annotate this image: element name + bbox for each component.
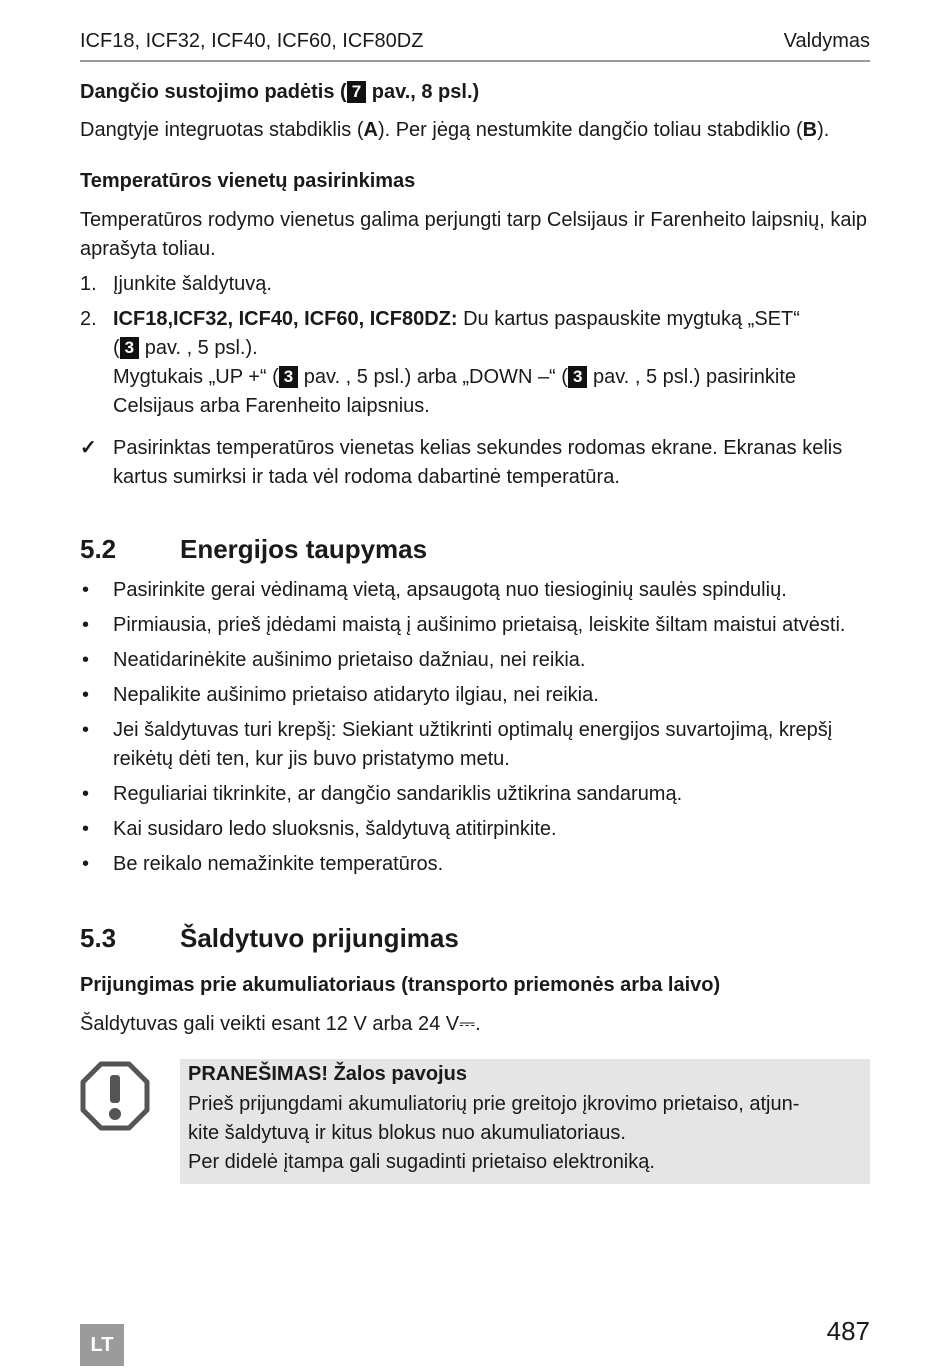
list-item	[80, 815, 870, 844]
bullet: •	[82, 649, 90, 671]
list-item	[80, 716, 870, 774]
notice-line: kite šaldytuvą ir kitus blokus nuo akumuliatoriaus.	[188, 1122, 626, 1144]
bullet: •	[82, 818, 90, 840]
result-item	[80, 434, 870, 492]
battery-connection-title: Prijungimas prie akumuliatoriaus (transporto priemonės arba laivo)	[80, 974, 721, 996]
page-number: 487	[826, 1316, 870, 1346]
step-text: Mygtukais „UP +“ ( 3 pav. , 5 psl.) arba „DOWN –“ ( 3 pav. , 5 psl.) pasirinkite Celsijaus arba Farenheito laipsnius.	[113, 366, 797, 417]
section-heading-5-3	[80, 923, 870, 959]
notice-line: Per didelė įtampa gali sugadinti prietaiso elektroniką.	[188, 1151, 655, 1173]
exclamation-octagon-icon	[80, 1061, 150, 1131]
lid-stop-text: Dangtyje integruotas stabdiklis (A). Per jėgą nestumkite dangčio toliau stabdiklio (B).	[80, 119, 830, 141]
notice-title: PRANEŠIMAS! Žalos pavojus	[188, 1063, 467, 1085]
list-item-text: Jei šaldytuvas turi krepšį: Siekiant užtikrinti optimalų energijos suvartojimą, krepšį reikėtų dėti ten, kur jis buvo pristatymo metu.	[113, 719, 833, 770]
section-title: Šaldytuvo prijungimas	[180, 923, 459, 953]
bullet: •	[82, 853, 90, 875]
result-text: Pasirinktas temperatūros vienetas kelias sekundes rodomas ekrane. Ekranas kelis kartus sumirksi ir tada vėl rodoma dabartinė temperatūra.	[113, 437, 843, 488]
temp-units-intro: Temperatūros rodymo vienetus galima perjungti tarp Celsijaus ir Farenheito laipsnių, kaip aprašyta toliau.	[80, 209, 868, 260]
page-content	[80, 78, 870, 1184]
step-number: 2.	[80, 308, 97, 330]
list-item	[80, 780, 870, 809]
list-item-text: Kai susidaro ledo sluoksnis, šaldytuvą atitirpinkite.	[113, 818, 557, 840]
figure-badge: 3	[568, 366, 587, 388]
list-item-text: Be reikalo nemažinkite temperatūros.	[113, 853, 444, 875]
header-section: Valdymas	[783, 30, 870, 52]
checkmark-icon: ✓	[80, 437, 97, 459]
figure-badge: 3	[120, 337, 139, 359]
temp-units-title: Temperatūros vienetų pasirinkimas	[80, 170, 416, 192]
list-item	[80, 681, 870, 710]
language-tab: LT	[80, 1324, 124, 1366]
bullet: •	[82, 719, 90, 741]
step-item	[80, 270, 870, 299]
notice-line: Prieš prijungdami akumuliatorių prie greitojo įkrovimo prietaiso, atjun-	[188, 1093, 800, 1115]
bullet: •	[82, 614, 90, 636]
energy-tips-list	[80, 576, 870, 879]
notice-block	[80, 1059, 870, 1184]
step-item	[80, 305, 870, 421]
notice-box	[180, 1059, 870, 1184]
step-text: ( 3 pav. , 5 psl.).	[113, 337, 258, 359]
bullet: •	[82, 579, 90, 601]
list-item	[80, 850, 870, 879]
step-text: ICF18,ICF32, ICF40, ICF60, ICF80DZ: Du kartus paspauskite mygtuką „SET“	[113, 308, 800, 330]
step-number: 1.	[80, 273, 97, 295]
lid-stop-title: Dangčio sustojimo padėtis ( 7 pav., 8 psl.)	[80, 81, 480, 103]
figure-badge: 3	[279, 366, 298, 388]
list-item-text: Neatidarinėkite aušinimo prietaiso dažniau, nei reikia.	[113, 649, 586, 671]
bullet: •	[82, 783, 90, 805]
bullet: •	[82, 684, 90, 706]
page-header	[80, 30, 870, 62]
list-item-text: Nepalikite aušinimo prietaiso atidaryto ilgiau, nei reikia.	[113, 684, 599, 706]
section-number: 5.3	[80, 923, 117, 953]
step-text: Įjunkite šaldytuvą.	[113, 273, 272, 295]
notice-body	[188, 1090, 863, 1177]
section-title: Energijos taupymas	[180, 534, 428, 564]
figure-badge: 7	[347, 81, 366, 103]
list-item-text: Pasirinkite gerai vėdinamą vietą, apsaugotą nuo tiesioginių saulės spindulių.	[113, 579, 787, 601]
list-item	[80, 611, 870, 640]
list-item	[80, 576, 870, 605]
list-item	[80, 646, 870, 675]
list-item-text: Pirmiausia, prieš įdėdami maistą į aušinimo prietaisą, leiskite šiltam maistui atvėsti.	[113, 614, 846, 636]
section-heading-5-2	[80, 534, 870, 570]
battery-connection-text: Šaldytuvas gali veikti esant 12 V arba 24 V⎓.	[80, 1013, 481, 1035]
list-item-text: Reguliariai tikrinkite, ar dangčio sandariklis užtikrina sandarumą.	[113, 783, 683, 805]
section-number: 5.2	[80, 534, 117, 564]
header-models: ICF18, ICF32, ICF40, ICF60, ICF80DZ	[80, 30, 424, 52]
